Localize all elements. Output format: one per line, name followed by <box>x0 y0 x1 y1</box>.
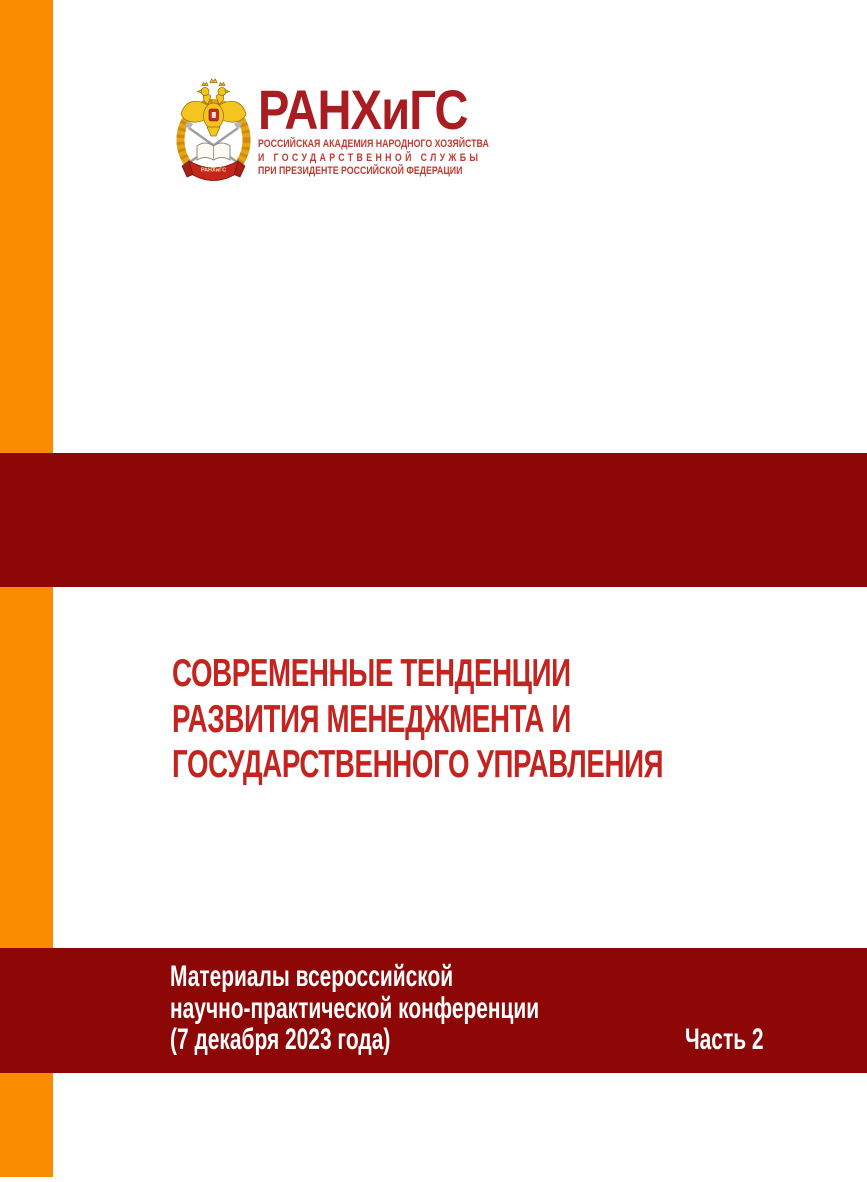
academy-name-line-1: РОССИЙСКАЯ АКАДЕМИЯ НАРОДНОГО ХОЗЯЙСТВА <box>258 138 489 150</box>
ranepa-coat-of-arms-icon <box>175 78 252 182</box>
logo-acronym: РАНХиГС <box>258 78 468 141</box>
academy-name <box>258 138 492 179</box>
conference-info <box>170 961 764 1056</box>
footer-red-band <box>0 948 867 1073</box>
logo-block <box>258 78 550 179</box>
middle-red-band <box>0 453 867 587</box>
double-eagle-icon <box>181 79 246 136</box>
conference-info-line-3 <box>170 1024 764 1056</box>
emblem-ribbon-text: РАНХиГС <box>200 167 227 174</box>
book-title-line-2: РАЗВИТИЯ МЕНЕДЖМЕНТА И <box>172 697 571 741</box>
book-title-line-3: ГОСУДАРСТВЕННОГО УПРАВЛЕНИЯ <box>172 743 664 786</box>
conference-info-line-2: научно-практической конференции <box>170 991 540 1025</box>
academy-name-line-3: ПРИ ПРЕЗИДЕНТЕ РОССИЙСКОЙ ФЕДЕРАЦИИ <box>258 165 463 177</box>
book-title <box>172 651 663 788</box>
book-title-line-1: СОВРЕМЕННЫЕ ТЕНДЕНЦИИ <box>172 652 571 695</box>
academy-name-line-2: И ГОСУДАРСТВЕННОЙ СЛУЖБЫ <box>258 151 482 164</box>
conference-date: (7 декабря 2023 года) <box>170 1023 391 1056</box>
part-label: Часть 2 <box>684 1023 764 1056</box>
ribbon-icon <box>182 161 245 181</box>
conference-info-line-1: Материалы всероссийской <box>170 960 454 993</box>
open-book-icon <box>197 143 230 160</box>
